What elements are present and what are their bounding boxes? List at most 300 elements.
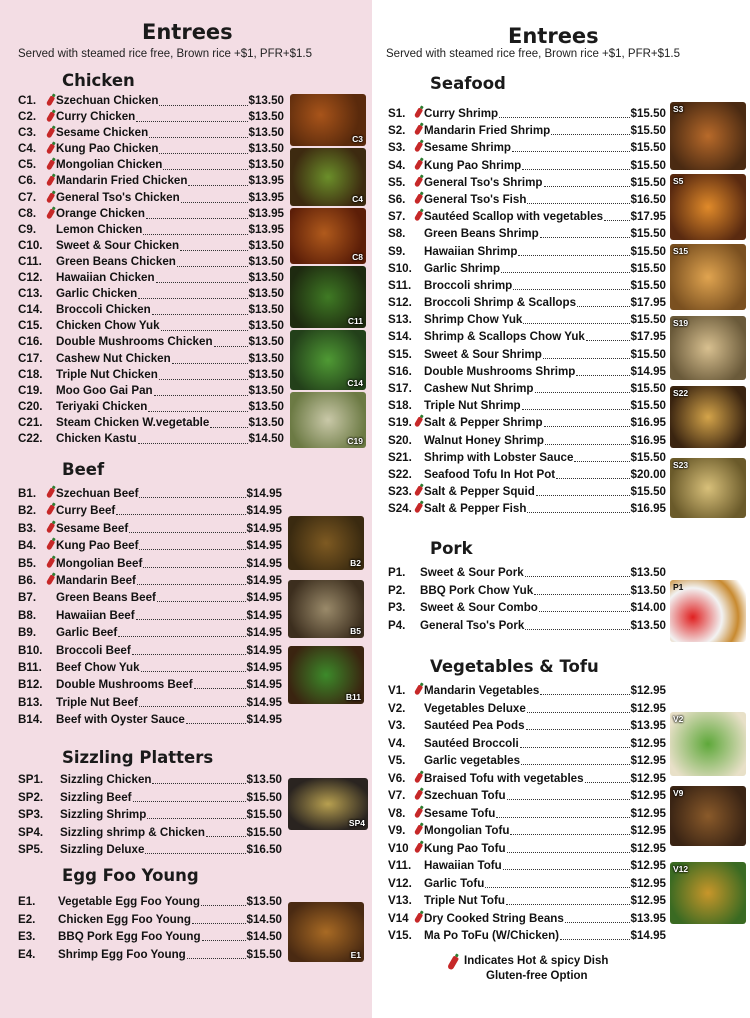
item-code: V5. bbox=[388, 754, 406, 767]
dot-leader bbox=[503, 853, 630, 870]
dot-leader bbox=[181, 186, 248, 203]
item-name: Sesame Chicken bbox=[56, 126, 149, 140]
item-code: SP5. bbox=[18, 843, 44, 857]
item-code: C13. bbox=[18, 287, 43, 301]
item-code: B4. bbox=[18, 539, 37, 553]
item-name: Curry Chicken bbox=[56, 110, 136, 124]
item-code: C4. bbox=[18, 142, 37, 156]
item-price: $13.50 bbox=[248, 335, 284, 349]
dot-leader bbox=[154, 379, 248, 396]
item-name: Shrimp & Scallops Chow Yuk bbox=[424, 330, 585, 344]
item-code: C12. bbox=[18, 271, 43, 285]
item-name: Broccoli Beef bbox=[56, 643, 131, 657]
item-name: Kung Pao Tofu bbox=[424, 841, 506, 855]
item-code: S5. bbox=[388, 175, 406, 189]
dot-leader bbox=[159, 89, 247, 106]
item-name: Mongolian Beef bbox=[56, 556, 143, 570]
menu-item bbox=[18, 841, 282, 859]
chili-pepper-icon bbox=[414, 772, 423, 783]
item-name: Sizzling shrimp & Chicken bbox=[60, 825, 205, 839]
item-name: Shrimp with Lobster Sauce bbox=[424, 450, 574, 464]
dot-leader bbox=[534, 578, 629, 595]
chili-pepper-icon bbox=[414, 193, 423, 204]
item-price: $15.50 bbox=[630, 347, 666, 361]
item-code: E4. bbox=[18, 947, 36, 961]
item-code: B9. bbox=[18, 626, 37, 640]
dot-leader bbox=[560, 923, 629, 940]
item-name: Sautéed Pea Pods bbox=[424, 719, 525, 732]
item-price: $15.50 bbox=[630, 278, 666, 292]
item-code: S23. bbox=[388, 485, 412, 499]
item-price: $13.50 bbox=[248, 319, 284, 333]
dish-photo-b5: B5 bbox=[288, 580, 364, 638]
chili-pepper-icon bbox=[46, 557, 55, 568]
item-code: C2. bbox=[18, 110, 37, 124]
item-name: Vegetable Egg Foo Young bbox=[58, 895, 200, 908]
dish-photo-b11: B11 bbox=[288, 646, 364, 704]
dot-leader bbox=[535, 376, 630, 393]
dot-leader bbox=[133, 785, 246, 802]
item-code: S1. bbox=[388, 107, 406, 120]
item-code: P4. bbox=[388, 618, 406, 632]
item-price: $17.95 bbox=[630, 330, 666, 344]
item-price: $16.95 bbox=[630, 502, 666, 516]
chili-pepper-icon bbox=[414, 142, 423, 153]
dot-leader bbox=[141, 655, 246, 672]
item-code: B10. bbox=[18, 643, 43, 657]
chicken-list bbox=[18, 93, 284, 447]
item-price: $12.95 bbox=[630, 684, 666, 697]
item-code: S13. bbox=[388, 313, 412, 327]
dot-leader bbox=[544, 410, 630, 427]
dot-leader bbox=[147, 802, 245, 819]
dot-leader bbox=[507, 836, 630, 853]
item-code: V2. bbox=[388, 701, 406, 715]
item-price: $16.50 bbox=[246, 843, 282, 857]
dot-leader bbox=[138, 427, 248, 444]
dot-leader bbox=[540, 678, 629, 695]
item-code: C18. bbox=[18, 367, 43, 381]
item-price: $17.95 bbox=[630, 296, 666, 310]
item-code: S8. bbox=[388, 227, 406, 241]
dot-leader bbox=[148, 395, 247, 412]
item-name: Sizzling Chicken bbox=[60, 773, 152, 786]
dot-leader bbox=[521, 748, 630, 765]
dish-photo-c4: C4 bbox=[290, 148, 366, 206]
item-price: $13.95 bbox=[248, 206, 284, 220]
item-price: $13.50 bbox=[246, 773, 282, 786]
dot-leader bbox=[201, 889, 246, 906]
dot-leader bbox=[202, 924, 246, 941]
item-code: C19. bbox=[18, 383, 43, 397]
item-name: Teriyaki Chicken bbox=[56, 399, 148, 413]
item-price: $13.50 bbox=[248, 303, 284, 317]
item-price: $13.50 bbox=[248, 383, 284, 397]
item-name: Sautéed Broccoli bbox=[424, 736, 519, 750]
section-heading-beef: Beef bbox=[62, 460, 105, 479]
dot-leader bbox=[545, 428, 630, 445]
item-price: $13.50 bbox=[248, 94, 284, 107]
dish-photo-s15: S15 bbox=[670, 244, 746, 310]
item-price: $13.95 bbox=[248, 222, 284, 236]
item-code: SP3. bbox=[18, 808, 44, 822]
dot-leader bbox=[116, 498, 245, 515]
dot-leader bbox=[499, 101, 629, 118]
dot-leader bbox=[556, 462, 629, 479]
item-price: $15.50 bbox=[630, 313, 666, 327]
item-name: Walnut Honey Shrimp bbox=[424, 433, 545, 447]
chili-pepper-icon bbox=[414, 125, 423, 136]
chili-pepper-icon bbox=[414, 176, 423, 187]
item-price: $15.50 bbox=[630, 107, 666, 120]
dot-leader bbox=[539, 595, 630, 612]
item-name: Sizzling Deluxe bbox=[60, 843, 145, 857]
item-code: S22. bbox=[388, 467, 412, 481]
item-code: S17. bbox=[388, 382, 412, 395]
section-heading-egg-foo-young: Egg Foo Young bbox=[62, 866, 199, 885]
chili-pepper-icon bbox=[46, 522, 55, 533]
dot-leader bbox=[523, 307, 629, 324]
item-name: Cashew Nut Shrimp bbox=[424, 382, 534, 395]
item-price: $14.95 bbox=[246, 504, 282, 518]
dot-leader bbox=[159, 137, 247, 154]
chili-pepper-icon bbox=[414, 211, 423, 222]
page-title-right: Entrees bbox=[508, 24, 599, 48]
item-price: $15.50 bbox=[630, 175, 666, 189]
dot-leader bbox=[536, 479, 630, 496]
pork-list bbox=[388, 564, 666, 634]
item-price: $16.50 bbox=[630, 192, 666, 206]
item-code: SP1. bbox=[18, 773, 44, 786]
item-price: $13.95 bbox=[630, 911, 666, 925]
dot-leader bbox=[132, 638, 246, 655]
item-name: Green Beans Chicken bbox=[56, 254, 176, 268]
dot-leader bbox=[157, 585, 246, 602]
dot-leader bbox=[604, 204, 629, 221]
item-price: $13.50 bbox=[248, 399, 284, 413]
item-code: S19. bbox=[388, 416, 412, 430]
item-price: $15.50 bbox=[630, 382, 666, 395]
item-name: Sweet & Sour Pork bbox=[420, 566, 524, 579]
dot-leader bbox=[156, 266, 248, 283]
dot-leader bbox=[565, 906, 630, 923]
chili-pepper-icon bbox=[46, 95, 55, 106]
item-code: C16. bbox=[18, 335, 43, 349]
item-code: E1. bbox=[18, 895, 36, 908]
item-code: S21. bbox=[388, 450, 412, 464]
item-price: $14.95 bbox=[246, 591, 282, 605]
item-price: $12.95 bbox=[630, 754, 666, 767]
dot-leader bbox=[159, 363, 248, 380]
item-code: B11. bbox=[18, 660, 42, 674]
item-name: Mongolian Tofu bbox=[424, 824, 510, 837]
item-price: $15.50 bbox=[630, 261, 666, 275]
item-price: $14.95 bbox=[246, 695, 282, 709]
item-price: $12.95 bbox=[630, 736, 666, 750]
item-name: Seafood Tofu In Hot Pot bbox=[424, 467, 556, 481]
item-price: $14.95 bbox=[246, 678, 282, 692]
chili-pepper-icon bbox=[46, 540, 55, 551]
section-heading-pork: Pork bbox=[430, 539, 473, 558]
item-name: Beef Chow Yuk bbox=[56, 660, 140, 674]
item-code: S2. bbox=[388, 124, 406, 138]
item-name: Chicken Egg Foo Young bbox=[58, 912, 191, 926]
item-price: $15.50 bbox=[246, 790, 282, 804]
item-code: E2. bbox=[18, 912, 36, 926]
legend-gluten-free: Gluten-free Option bbox=[486, 970, 588, 982]
item-code: S4. bbox=[388, 158, 406, 172]
item-code: V8. bbox=[388, 806, 406, 820]
chili-pepper-icon bbox=[414, 503, 423, 514]
item-code: V15. bbox=[388, 929, 412, 942]
item-name: Shrimp Chow Yuk bbox=[424, 313, 523, 327]
item-price: $20.00 bbox=[630, 467, 666, 481]
item-price: $12.95 bbox=[630, 841, 666, 855]
item-name: Green Beans Shrimp bbox=[424, 227, 539, 241]
dot-leader bbox=[172, 347, 248, 364]
dot-leader bbox=[186, 707, 246, 724]
dish-photo-v2: V2 bbox=[670, 712, 746, 776]
item-price: $15.50 bbox=[630, 227, 666, 241]
item-price: $13.50 bbox=[630, 566, 666, 579]
menu-item bbox=[18, 711, 282, 728]
item-price: $15.50 bbox=[630, 450, 666, 464]
item-price: $12.95 bbox=[630, 859, 666, 872]
item-price: $13.50 bbox=[248, 271, 284, 285]
item-code: P3. bbox=[388, 601, 406, 615]
item-price: $17.95 bbox=[630, 210, 666, 224]
dot-leader bbox=[139, 481, 245, 498]
item-code: S18. bbox=[388, 399, 412, 413]
item-code: B7. bbox=[18, 591, 37, 605]
item-price: $13.50 bbox=[248, 351, 284, 365]
item-name: Sizzling Beef bbox=[60, 790, 132, 804]
dish-photo-s19: S19 bbox=[670, 316, 746, 380]
item-price: $15.50 bbox=[630, 244, 666, 258]
dot-leader bbox=[177, 250, 248, 267]
dot-leader bbox=[506, 888, 630, 905]
item-code: S9. bbox=[388, 244, 406, 258]
item-price: $13.95 bbox=[248, 190, 284, 204]
dot-leader bbox=[146, 202, 248, 219]
item-code: B3. bbox=[18, 521, 37, 535]
menu-item bbox=[388, 617, 666, 635]
dot-leader bbox=[522, 153, 629, 170]
dot-leader bbox=[527, 696, 630, 713]
item-price: $12.95 bbox=[630, 806, 666, 820]
left-column bbox=[0, 0, 372, 1018]
item-price: $12.95 bbox=[630, 876, 666, 890]
item-code: C9. bbox=[18, 222, 37, 236]
item-name: Double Mushrooms Beef bbox=[56, 678, 193, 692]
item-code: V11. bbox=[388, 859, 412, 872]
item-price: $13.50 bbox=[248, 142, 284, 156]
item-name: Salt & Pepper Squid bbox=[424, 485, 535, 499]
item-code: E3. bbox=[18, 930, 36, 944]
item-code: SP2. bbox=[18, 790, 44, 804]
item-name: Mandarin Vegetables bbox=[424, 684, 540, 697]
item-code: V12. bbox=[388, 876, 412, 890]
item-code: B2. bbox=[18, 504, 37, 518]
dot-leader bbox=[527, 496, 629, 513]
item-name: General Tso's Pork bbox=[420, 618, 525, 632]
item-price: $13.50 bbox=[248, 158, 284, 172]
item-code: C15. bbox=[18, 319, 43, 333]
item-price: $14.95 bbox=[246, 608, 282, 622]
item-name: General Tso's Chicken bbox=[56, 190, 180, 204]
item-name: Triple Nut Chicken bbox=[56, 367, 158, 381]
item-price: $15.50 bbox=[246, 825, 282, 839]
item-name: Mandarin Fried Chicken bbox=[56, 174, 188, 188]
dish-photo-b2: B2 bbox=[288, 516, 364, 570]
dot-leader bbox=[149, 121, 247, 138]
item-code: SP4. bbox=[18, 825, 44, 839]
item-name: Triple Nut Beef bbox=[56, 695, 138, 709]
item-code: C11. bbox=[18, 254, 42, 268]
item-price: $12.95 bbox=[630, 701, 666, 715]
dish-photo-c14: C14 bbox=[290, 330, 366, 390]
item-code: V4. bbox=[388, 736, 406, 750]
item-name: Kung Pao Beef bbox=[56, 539, 139, 553]
item-price: $14.95 bbox=[246, 713, 282, 727]
dot-leader bbox=[496, 801, 629, 818]
item-name: Cashew Nut Chicken bbox=[56, 351, 171, 365]
dish-photo-v9: V9 bbox=[670, 786, 746, 846]
item-code: S7. bbox=[388, 210, 406, 224]
item-price: $13.50 bbox=[248, 238, 284, 252]
item-code: V10 bbox=[388, 841, 409, 855]
rice-note-left: Served with steamed rice free, Brown rice +$1, PFR+$1.5 bbox=[18, 48, 313, 60]
item-name: BBQ Pork Egg Foo Young bbox=[58, 930, 201, 944]
chili-pepper-icon bbox=[46, 487, 55, 498]
chili-pepper-icon bbox=[447, 955, 459, 970]
chili-pepper-icon bbox=[414, 107, 423, 118]
item-price: $14.00 bbox=[630, 601, 666, 615]
item-name: BBQ Pork Chow Yuk bbox=[420, 583, 534, 597]
item-name: Lemon Chicken bbox=[56, 222, 143, 236]
item-price: $14.95 bbox=[630, 364, 666, 378]
item-price: $13.95 bbox=[630, 719, 666, 732]
item-price: $13.50 bbox=[248, 367, 284, 381]
item-name: Hawaiian Tofu bbox=[424, 859, 502, 872]
dot-leader bbox=[206, 820, 246, 837]
item-name: Green Beans Beef bbox=[56, 591, 156, 605]
item-name: Shrimp Egg Foo Young bbox=[58, 947, 186, 961]
item-price: $16.95 bbox=[630, 416, 666, 430]
item-price: $14.50 bbox=[246, 912, 282, 926]
item-name: Chicken Chow Yuk bbox=[56, 319, 160, 333]
item-name: Ma Po ToFu (W/Chicken) bbox=[424, 929, 560, 942]
item-price: $12.95 bbox=[630, 894, 666, 907]
chili-pepper-icon bbox=[46, 112, 55, 123]
rice-note-right: Served with steamed rice free, Brown rice +$1, PFR+$1.5 bbox=[386, 48, 681, 60]
item-code: C20. bbox=[18, 399, 43, 413]
dish-photo-c11: C11 bbox=[290, 266, 366, 328]
item-price: $15.50 bbox=[630, 124, 666, 138]
item-name: Szechuan Beef bbox=[56, 487, 139, 500]
item-name: Garlic Shrimp bbox=[424, 261, 501, 275]
item-code: S20. bbox=[388, 433, 412, 447]
dot-leader bbox=[507, 783, 630, 800]
dish-photo-s3: S3 bbox=[670, 102, 746, 170]
section-heading-seafood: Seafood bbox=[430, 74, 506, 93]
item-name: Beef with Oyster Sauce bbox=[56, 713, 185, 727]
item-name: General Tso's Fish bbox=[424, 192, 527, 206]
item-code: V1. bbox=[388, 684, 406, 697]
chili-pepper-icon bbox=[414, 807, 423, 818]
item-name: Sesame Tofu bbox=[424, 806, 496, 820]
dot-leader bbox=[501, 256, 630, 273]
item-name: Mandarin Beef bbox=[56, 573, 136, 587]
item-name: Hawaiian Shrimp bbox=[424, 244, 518, 258]
dot-leader bbox=[214, 330, 248, 347]
dot-leader bbox=[137, 568, 246, 585]
item-name: Mandarin Fried Shrimp bbox=[424, 124, 551, 138]
item-code: V9. bbox=[388, 824, 406, 837]
dot-leader bbox=[526, 713, 630, 730]
dot-leader bbox=[143, 218, 247, 235]
item-price: $14.50 bbox=[248, 431, 284, 445]
chili-pepper-icon bbox=[46, 160, 55, 171]
item-code: S11. bbox=[388, 278, 412, 292]
item-code: C5. bbox=[18, 158, 37, 172]
chili-pepper-icon bbox=[46, 505, 55, 516]
item-name: Chicken Kastu bbox=[56, 431, 137, 445]
item-price: $13.50 bbox=[248, 415, 284, 429]
item-name: Orange Chicken bbox=[56, 206, 145, 220]
dot-leader bbox=[576, 359, 629, 376]
item-code: B8. bbox=[18, 608, 37, 622]
dot-leader bbox=[145, 837, 245, 854]
dish-photo-c8: C8 bbox=[290, 208, 366, 264]
item-name: Garlic vegetables bbox=[424, 754, 521, 767]
item-price: $14.95 bbox=[630, 929, 666, 942]
item-code: C7. bbox=[18, 190, 37, 204]
item-code: S6. bbox=[388, 192, 406, 206]
chili-pepper-icon bbox=[46, 176, 55, 187]
menu-item bbox=[388, 500, 666, 517]
egg-foo-young-list bbox=[18, 893, 282, 963]
menu-item bbox=[18, 946, 282, 964]
dot-leader bbox=[152, 767, 245, 784]
dot-leader bbox=[139, 690, 246, 707]
menu-item bbox=[388, 927, 666, 945]
item-price: $14.95 bbox=[246, 539, 282, 553]
item-name: Kung Pao Chicken bbox=[56, 142, 159, 156]
item-code: B6. bbox=[18, 573, 37, 587]
item-price: $13.50 bbox=[248, 287, 284, 301]
item-code: C6. bbox=[18, 174, 37, 188]
item-name: Garlic Tofu bbox=[424, 876, 485, 890]
item-name: Dry Cooked String Beans bbox=[424, 911, 564, 925]
chili-pepper-icon bbox=[414, 912, 423, 923]
dot-leader bbox=[188, 169, 247, 186]
section-heading-sizzling: Sizzling Platters bbox=[62, 748, 214, 767]
item-name: Szechuan Chicken bbox=[56, 94, 159, 107]
item-name: Garlic Chicken bbox=[56, 287, 138, 301]
dot-leader bbox=[522, 393, 630, 410]
dot-leader bbox=[510, 818, 629, 835]
item-price: $15.50 bbox=[246, 947, 282, 961]
section-heading-vegetables-tofu: Vegetables & Tofu bbox=[430, 657, 599, 676]
dot-leader bbox=[540, 221, 630, 238]
item-code: P2. bbox=[388, 583, 406, 597]
chili-pepper-icon bbox=[414, 824, 423, 835]
vegetables-tofu-list bbox=[388, 682, 666, 945]
item-code: V6. bbox=[388, 771, 406, 785]
dot-leader bbox=[118, 620, 245, 637]
dot-leader bbox=[161, 314, 248, 331]
